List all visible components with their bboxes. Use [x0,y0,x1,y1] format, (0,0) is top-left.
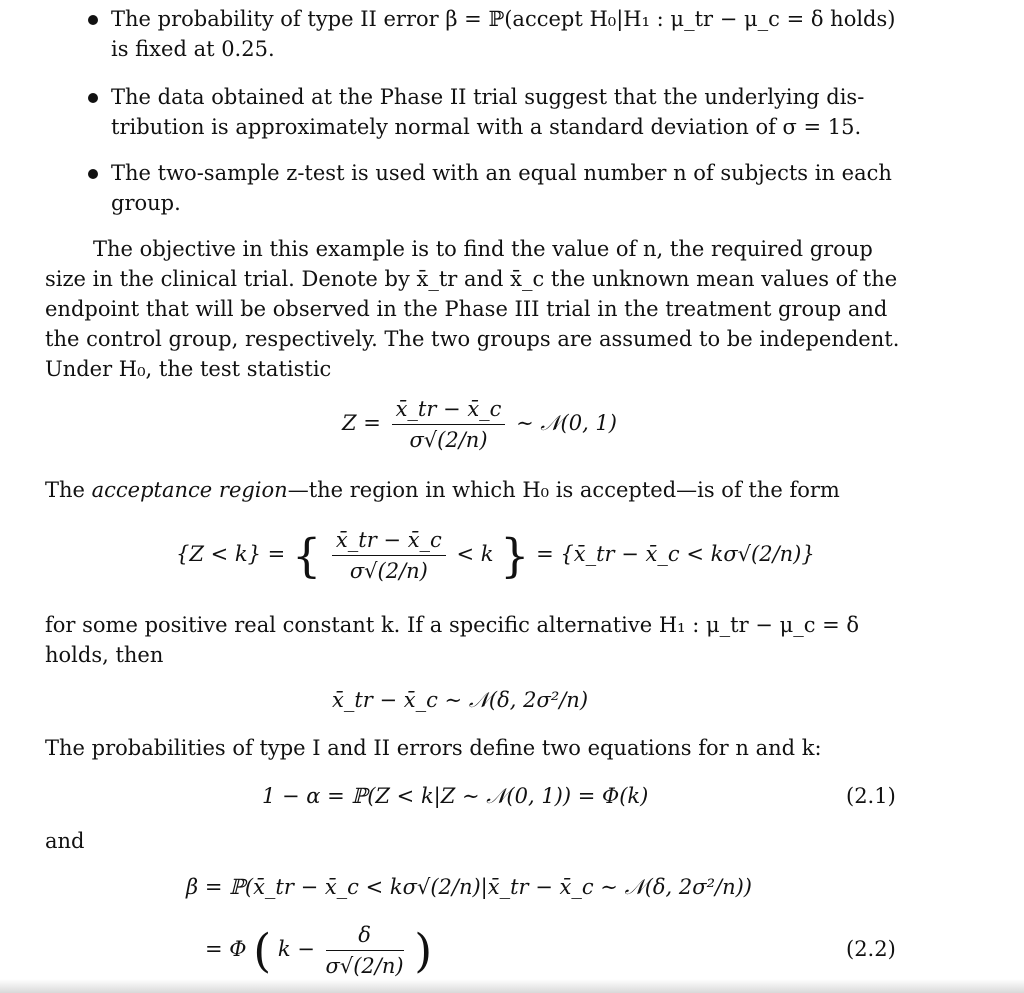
equation-2-2-line-2 [205,922,432,979]
eq-22-fraction [326,922,404,979]
eq-z-numerator: x̄_tr − x̄_c [392,396,506,425]
equation-2-1: 1 − α = ℙ(Z < k|Z ∼ 𝒩(0, 1)) = Φ(k) [262,784,649,808]
paragraph-1-line-1: The objective in this example is to find the value of n, the required group [93,237,873,261]
paragraph-3: The probabilities of type I and II errors define two equations for n and k: [45,736,822,760]
right-paren-icon: ) [414,923,433,978]
bullet-3-line-1: The two-sample z-test is used with an equal number n of subjects in each [111,161,892,185]
eq-z-lhs: Z = [342,411,381,435]
connective-and: and [45,829,85,853]
eq-region-denominator: σ√(2/n) [349,559,428,583]
bullet-1-line-1: The probability of type II error β = ℙ(accept H₀|H₁ : μ_tr − μ_c = δ holds) [111,7,896,31]
page-bottom-shadow [0,979,1024,993]
acceptance-post: —the region in which H₀ is accepted—is of the form [287,478,840,502]
bullet-3-line-2: group. [111,191,181,215]
eq-z-denominator: σ√(2/n) [409,428,488,452]
paragraph-1-line-2: size in the clinical trial. Denote by x̄_tr and x̄_c the unknown mean values of the [45,267,898,291]
eq-22-k: k − [277,937,315,961]
paragraph-2-line-2: holds, then [45,643,164,667]
paragraph-2-line-1: for some positive real constant k. If a specific alternative H₁ : μ_tr − μ_c = δ [45,613,860,637]
paragraph-1-line-4: the control group, respectively. The two groups are assumed to be independent. [45,327,900,351]
equation-number-2-2: (2.2) [846,937,896,961]
eq-22-numerator: δ [326,922,404,951]
eq-z-rhs: ∼ 𝒩(0, 1) [516,411,617,435]
bullet-marker [88,93,98,103]
eq-region-lhs: {Z < k} = [176,542,286,566]
acceptance-region-term: acceptance region [91,478,288,502]
equation-acceptance-region [176,527,815,584]
acceptance-region-sentence [45,475,840,505]
eq-region-rhs: = {x̄_tr − x̄_c < kσ√(2/n)} [536,542,815,566]
equation-distribution: x̄_tr − x̄_c ∼ 𝒩(δ, 2σ²/n) [332,688,589,712]
acceptance-pre: The [45,478,92,502]
eq-22-phi: = Φ [205,937,247,961]
eq-z-fraction [392,396,506,453]
paragraph-1-line-5: Under H₀, the test statistic [45,357,332,381]
eq-22-denominator: σ√(2/n) [325,954,404,978]
bullet-marker [88,15,98,25]
right-brace-icon: } [500,528,530,583]
equation-test-statistic [342,396,617,453]
paragraph-1-line-3: endpoint that will be observed in the Phase III trial in the treatment group and [45,297,888,321]
left-paren-icon: ( [253,923,272,978]
eq-region-numerator: x̄_tr − x̄_c [332,527,446,556]
eq-region-mid: < k [456,542,494,566]
bullet-1-line-2: is fixed at 0.25. [111,37,275,61]
equation-2-2-line-1: β = ℙ(x̄_tr − x̄_c < kσ√(2/n)|x̄_tr − x̄_c ∼ 𝒩(δ, 2σ²/n)) [186,875,752,899]
bullet-2-line-1: The data obtained at the Phase II trial suggest that the underlying dis- [111,85,865,109]
bullet-marker [88,169,98,179]
bullet-2-line-2: tribution is approximately normal with a standard deviation of σ = 15. [111,115,862,139]
equation-number-2-1: (2.1) [846,784,896,808]
eq-region-fraction [332,527,446,584]
left-brace-icon: { [291,528,322,583]
